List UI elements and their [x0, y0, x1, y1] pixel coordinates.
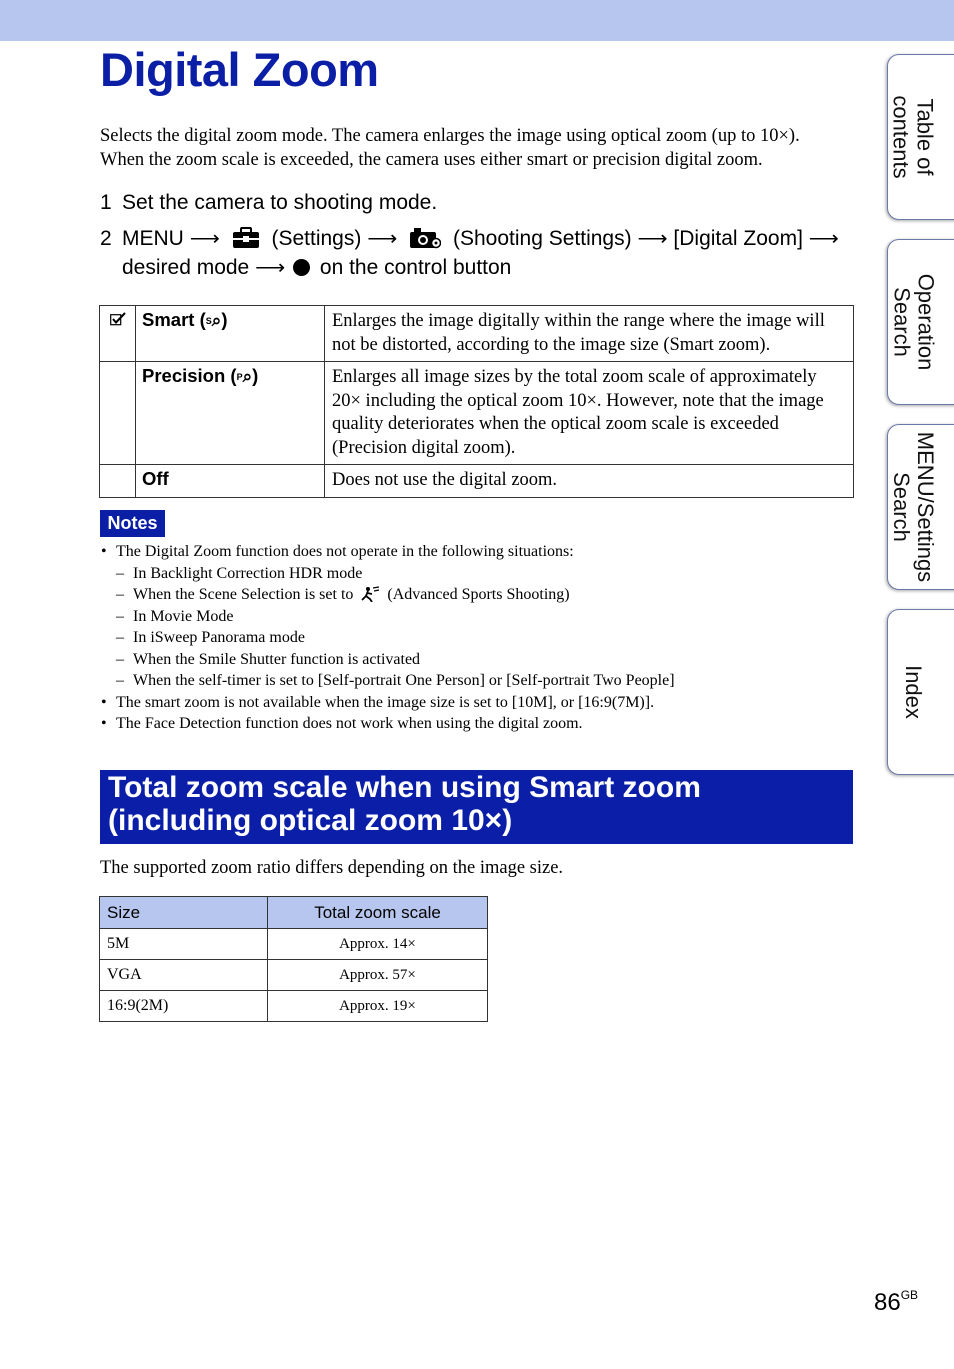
check-cell	[100, 465, 136, 498]
table-row	[100, 991, 488, 1022]
table-row	[100, 306, 854, 362]
note-subitem-text: When the Scene Selection is set to	[133, 586, 354, 603]
desired-mode-label: desired mode	[122, 256, 250, 279]
tab-label: Table of contents	[888, 95, 938, 179]
size-cell: 5M	[100, 929, 268, 960]
arrow-icon: ⟶	[367, 227, 398, 250]
magnifier-icon: ⌕	[211, 311, 222, 330]
settings-label: (Settings)	[271, 227, 362, 250]
magnifier-icon: ⌕	[242, 367, 253, 386]
table-row	[100, 960, 488, 991]
tab-table-of-contents[interactable]	[887, 54, 954, 220]
note-bullet: • The Face Detection function does not work when using the digital zoom.	[100, 713, 860, 735]
step-number: 1	[100, 191, 112, 214]
arrow-icon: ⟶	[637, 227, 668, 250]
control-button-label: on the control button	[319, 256, 512, 279]
shooting-settings-label: (Shooting Settings)	[453, 227, 632, 250]
page-title: Digital Zoom	[100, 43, 379, 96]
page-number-suffix: GB	[900, 1288, 919, 1302]
precision-zoom-icon: P	[236, 372, 243, 382]
section-heading-line: Total zoom scale when using Smart zoom	[108, 771, 701, 804]
arrow-icon: ⟶	[189, 227, 220, 250]
note-subitem: – In Movie Mode	[100, 606, 860, 628]
mode-name: Smart (S⌕)	[136, 306, 325, 362]
mode-name-label: Precision	[142, 365, 226, 386]
size-cell: VGA	[100, 960, 268, 991]
note-subitem: – When the self-timer is set to [Self-portrait One Person] or [Self-portrait Two People]	[100, 670, 860, 692]
table-row	[100, 929, 488, 960]
check-icon	[110, 312, 126, 326]
intro-line: When the zoom scale is exceeded, the camera uses either smart or precision digital zoom.	[100, 150, 763, 170]
note-subitem: – When the Smile Shutter function is activated	[100, 649, 860, 671]
steps	[100, 188, 860, 282]
table-row	[100, 362, 854, 465]
scale-cell: Approx. 14×	[268, 929, 488, 960]
table-row	[100, 465, 854, 498]
step-1	[100, 188, 860, 217]
note-bullet: • The smart zoom is not available when the image size is set to [10M], or [16:9(7M)].	[100, 692, 860, 714]
step-2	[100, 224, 860, 282]
notes-list	[100, 541, 860, 735]
size-cell: 16:9(2M)	[100, 991, 268, 1022]
tab-label: Operation Search	[889, 273, 938, 371]
digital-zoom-label: [Digital Zoom]	[673, 227, 803, 250]
camera-settings-icon	[409, 227, 441, 249]
section-heading-line: (including optical zoom 10×)	[108, 804, 513, 837]
tab-label: MENU/Settings Search	[889, 431, 939, 583]
check-cell	[100, 306, 136, 362]
top-header-band	[0, 0, 954, 41]
section-heading	[100, 770, 853, 844]
mode-description: Does not use the digital zoom.	[325, 465, 854, 498]
note-subitem: – In iSweep Panorama mode	[100, 627, 860, 649]
advanced-sports-icon	[360, 586, 380, 602]
arrow-icon: ⟶	[255, 256, 286, 279]
mode-table	[99, 305, 854, 498]
check-cell	[100, 362, 136, 465]
intro-paragraph	[100, 124, 850, 172]
note-subitem-text: (Advanced Sports Shooting)	[387, 586, 570, 603]
tab-operation-search[interactable]	[887, 239, 954, 405]
note-subitem	[100, 584, 860, 606]
mode-name	[136, 465, 325, 498]
intro-line: Selects the digital zoom mode. The camera enlarges the image using optical zoom (up to 10×).	[100, 126, 800, 146]
mode-description: Enlarges the image digitally within the range where the image will not be distorted, according to the image size (Smart zoom).	[325, 306, 854, 362]
notes-badge: Notes	[100, 510, 165, 537]
mode-name-label: Off	[142, 468, 169, 489]
mode-description: Enlarges all image sizes by the total zoom scale of approximately 20× including the optical zoom 10×. However, note that the image quality deteriorates when the optical zoom scale is exceeded (Precision digital zoom).	[325, 362, 854, 465]
scale-cell: Approx. 19×	[268, 991, 488, 1022]
column-header-size: Size	[100, 897, 268, 929]
scale-cell: Approx. 57×	[268, 960, 488, 991]
column-header-scale: Total zoom scale	[268, 897, 488, 929]
arrow-icon: ⟶	[808, 227, 839, 250]
note-subitem: – In Backlight Correction HDR mode	[100, 563, 860, 585]
step-text: Set the camera to shooting mode.	[122, 191, 438, 214]
note-bullet: • The Digital Zoom function does not operate in the following situations:	[100, 541, 860, 563]
mode-name-label: Smart	[142, 309, 195, 330]
tab-menu-settings-search[interactable]	[887, 424, 954, 590]
menu-label: MENU	[122, 227, 184, 250]
mode-name: Precision (P⌕)	[136, 362, 325, 465]
section-intro: The supported zoom ratio differs depending on the image size.	[100, 858, 564, 878]
step-number: 2	[100, 227, 112, 250]
zoom-scale-table	[99, 896, 488, 1022]
toolbox-icon	[232, 227, 260, 249]
tab-index[interactable]	[887, 609, 954, 775]
page-number	[874, 1288, 918, 1317]
smart-zoom-icon: S	[205, 316, 212, 326]
table-header-row	[100, 897, 488, 929]
tab-label: Index	[900, 665, 926, 719]
center-button-icon	[293, 259, 310, 276]
page-number-value: 86	[874, 1289, 901, 1316]
